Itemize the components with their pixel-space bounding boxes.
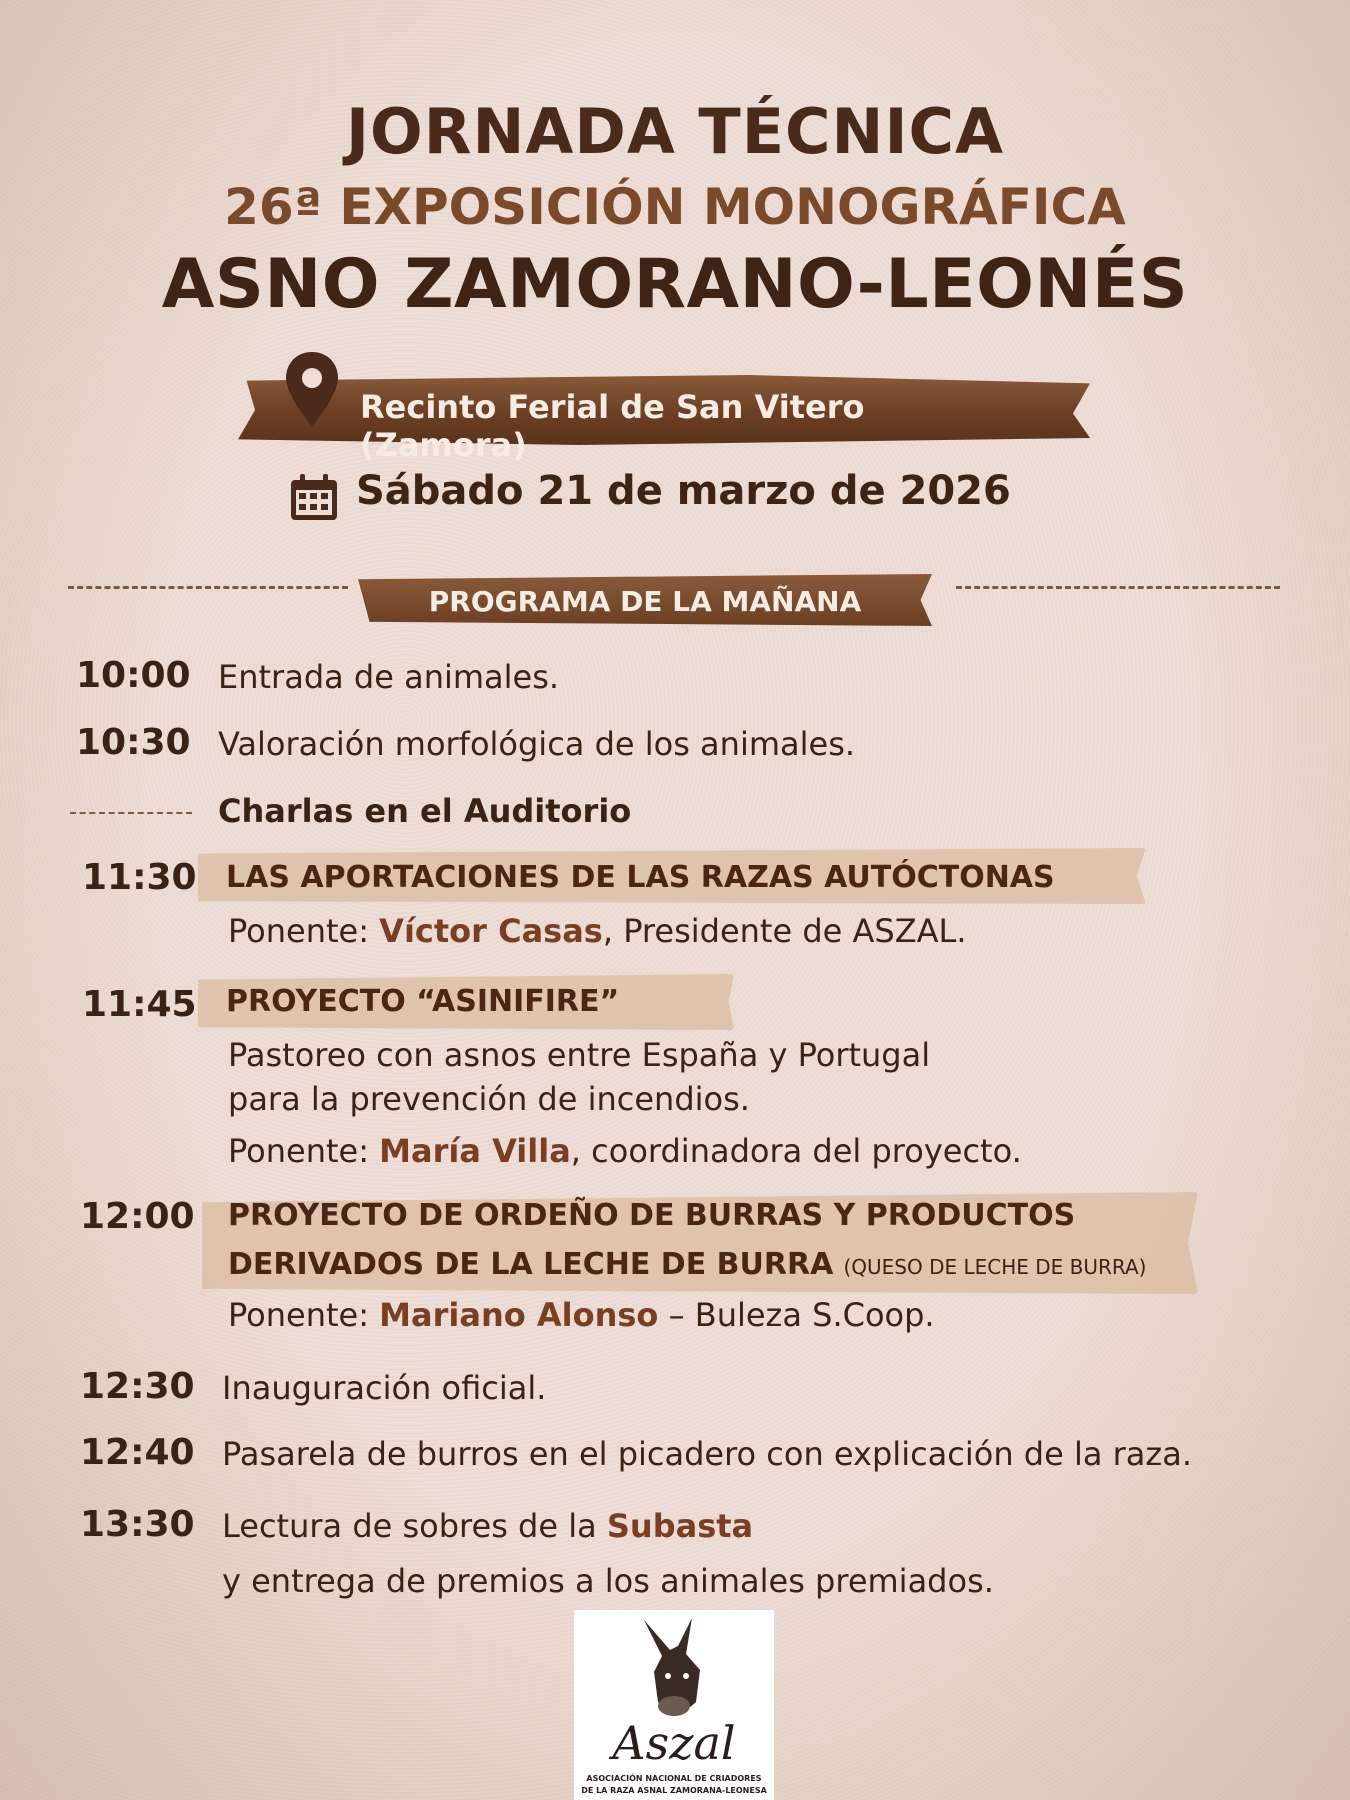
aszal-caption-1: ASOCIACIÓN NACIONAL DE CRIADORES <box>586 1774 762 1783</box>
item-lectura: Lectura de sobres de la Subasta <box>222 1507 754 1545</box>
time-1030: 10:30 <box>76 722 191 763</box>
item-inauguracion: Inauguración oficial. <box>222 1369 547 1407</box>
talk-ordeno-title-2: DERIVADOS DE LA LECHE DE BURRA (QUESO DE LECHE DE BURRA) <box>228 1247 1147 1282</box>
section-charlas: Charlas en el Auditorio <box>218 792 632 830</box>
item-pasarela: Pasarela de burros en el picadero con explicación de la raza. <box>222 1435 1192 1473</box>
talk-aportaciones-title: LAS APORTACIONES DE LAS RAZAS AUTÓCTONAS <box>226 860 1055 895</box>
talk-ordeno-speaker: Ponente: Mariano Alonso – Buleza S.Coop. <box>228 1296 935 1334</box>
speaker-victor-casas: Víctor Casas <box>379 912 603 950</box>
location-pin-icon <box>282 350 342 430</box>
aszal-logo <box>574 1610 774 1800</box>
time-1230: 12:30 <box>80 1366 195 1407</box>
location-text: Recinto Ferial de San Vitero (Zamora) <box>360 388 865 464</box>
title-asno: ASNO ZAMORANO-LEONÉS <box>161 245 1189 324</box>
item-valoracion: Valoración morfológica de los animales. <box>218 725 856 763</box>
talk-asinifire-title: PROYECTO “ASINIFIRE” <box>226 984 620 1019</box>
talk-ordeno-title-1: PROYECTO DE ORDEÑO DE BURRAS Y PRODUCTOS <box>228 1198 1076 1233</box>
item-entrada: Entrada de animales. <box>218 658 560 696</box>
aszal-wordmark: Aszal <box>612 1716 736 1770</box>
time-1200: 12:00 <box>80 1196 195 1237</box>
talk-asinifire-line1: Pastoreo con asnos entre España y Portugal <box>228 1036 931 1074</box>
program-banner-label: PROGRAMA DE LA MAÑANA <box>428 585 862 618</box>
divider-left <box>68 586 348 589</box>
talk-asinifire-speaker: Ponente: María Villa, coordinadora del proyecto. <box>228 1132 1022 1170</box>
subasta-highlight: Subasta <box>606 1507 754 1545</box>
talk-aportaciones-speaker: Ponente: Víctor Casas, Presidente de ASZAL. <box>228 912 967 950</box>
calendar-icon <box>288 472 340 524</box>
speaker-mariano-alonso: Mariano Alonso <box>379 1296 659 1334</box>
item-entrega: y entrega de premios a los animales premiados. <box>222 1562 994 1600</box>
time-1330: 13:30 <box>80 1504 195 1545</box>
donkey-head-icon <box>574 1610 774 1720</box>
speaker-maria-villa: María Villa <box>379 1132 571 1170</box>
title-exposicion: 26ª EXPOSICIÓN MONOGRÁFICA <box>224 178 1126 236</box>
divider-charlas <box>70 812 192 814</box>
event-date: Sábado 21 de marzo de 2026 <box>356 468 1011 514</box>
divider-right <box>956 586 1280 589</box>
time-1240: 12:40 <box>80 1432 195 1473</box>
time-1130: 11:30 <box>82 857 197 898</box>
title-jornada: JORNADA TÉCNICA <box>345 95 1004 168</box>
talk-asinifire-line2: para la prevención de incendios. <box>228 1080 750 1118</box>
time-1145: 11:45 <box>82 984 197 1025</box>
talk-ordeno-note: (QUESO DE LECHE DE BURRA) <box>843 1255 1147 1279</box>
time-1000: 10:00 <box>76 655 191 696</box>
aszal-caption-2: DE LA RAZA ASNAL ZAMORANA-LEONESA <box>581 1786 767 1795</box>
